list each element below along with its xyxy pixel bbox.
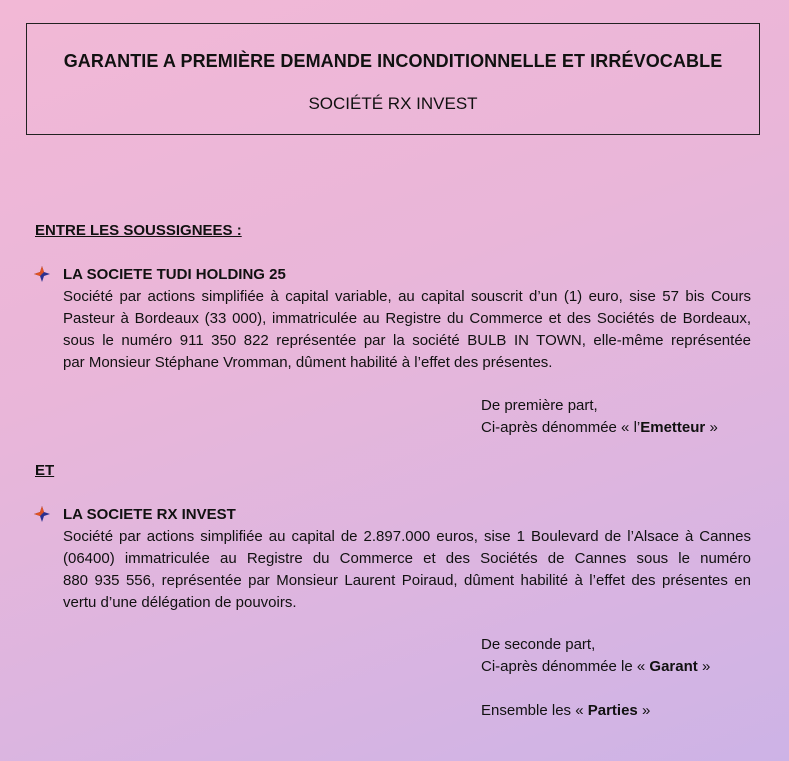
party2-line: vertu d’une délégation de pouvoirs. (63, 594, 297, 611)
party2-role-designation (481, 656, 710, 678)
title-box (26, 23, 760, 135)
arrow-bullet-icon (34, 266, 50, 282)
party1-role-line1: De première part, (481, 397, 598, 414)
party2-role-line1: De seconde part, (481, 636, 596, 653)
party2-name: LA SOCIETE RX INVEST (63, 506, 236, 523)
together-prefix: Ensemble les « (481, 702, 588, 719)
party1-line: par Monsieur Stéphane Vromman, dûment habilité à l’effet des présentes. (63, 354, 553, 371)
party1-description (63, 286, 751, 374)
party2-line: 880 935 556, représentée par Monsieur Laurent Poiraud, dûment habilité à l’effet des présentes en (63, 572, 751, 589)
party1-role-suffix: » (705, 419, 718, 436)
party2-line: Société par actions simplifiée au capital de 2.897.000 euros, sise 1 Boulevard de l’Alsace à Cannes (63, 528, 751, 545)
together-bold: Parties (587, 702, 638, 719)
together-suffix: » (637, 702, 651, 719)
party2-role-prefix: Ci-après dénommée le « (481, 658, 650, 675)
party2-role-bold: Garant (649, 658, 698, 675)
parties-designation (481, 700, 650, 722)
party1-line: Société par actions simplifiée à capital variable, au capital souscrit d’un (1) euro, sise 57 bis Cours (63, 288, 751, 305)
document-subtitle: SOCIÉTÉ RX INVEST (308, 94, 478, 113)
party1-role-bold: Emetteur (640, 419, 706, 436)
section-heading: ENTRE LES SOUSSIGNEES : (35, 222, 242, 239)
arrow-bullet-icon (34, 506, 50, 522)
document-title: GARANTIE A PREMIÈRE DEMANDE INCONDITIONNELLE ET IRRÉVOCABLE (63, 51, 723, 71)
party1-line: Pasteur à Bordeaux (33 000), immatriculée au Registre du Commerce et des Sociétés de Bordeaux, (63, 310, 751, 327)
party1-name: LA SOCIETE TUDI HOLDING 25 (63, 266, 286, 283)
connector-et: ET (35, 462, 55, 479)
party1-role-prefix: Ci-après dénommée « l’ (481, 419, 641, 436)
party1-line: sous le numéro 911 350 822 représentée par la société BULB IN TOWN, elle-même représentée (63, 332, 751, 349)
party2-line: (06400) immatriculée au Registre du Commerce et des Sociétés de Cannes sous le numéro (63, 550, 751, 567)
party2-role-suffix: » (697, 658, 711, 675)
party1-role-designation (481, 417, 718, 439)
party2-description (63, 526, 751, 614)
